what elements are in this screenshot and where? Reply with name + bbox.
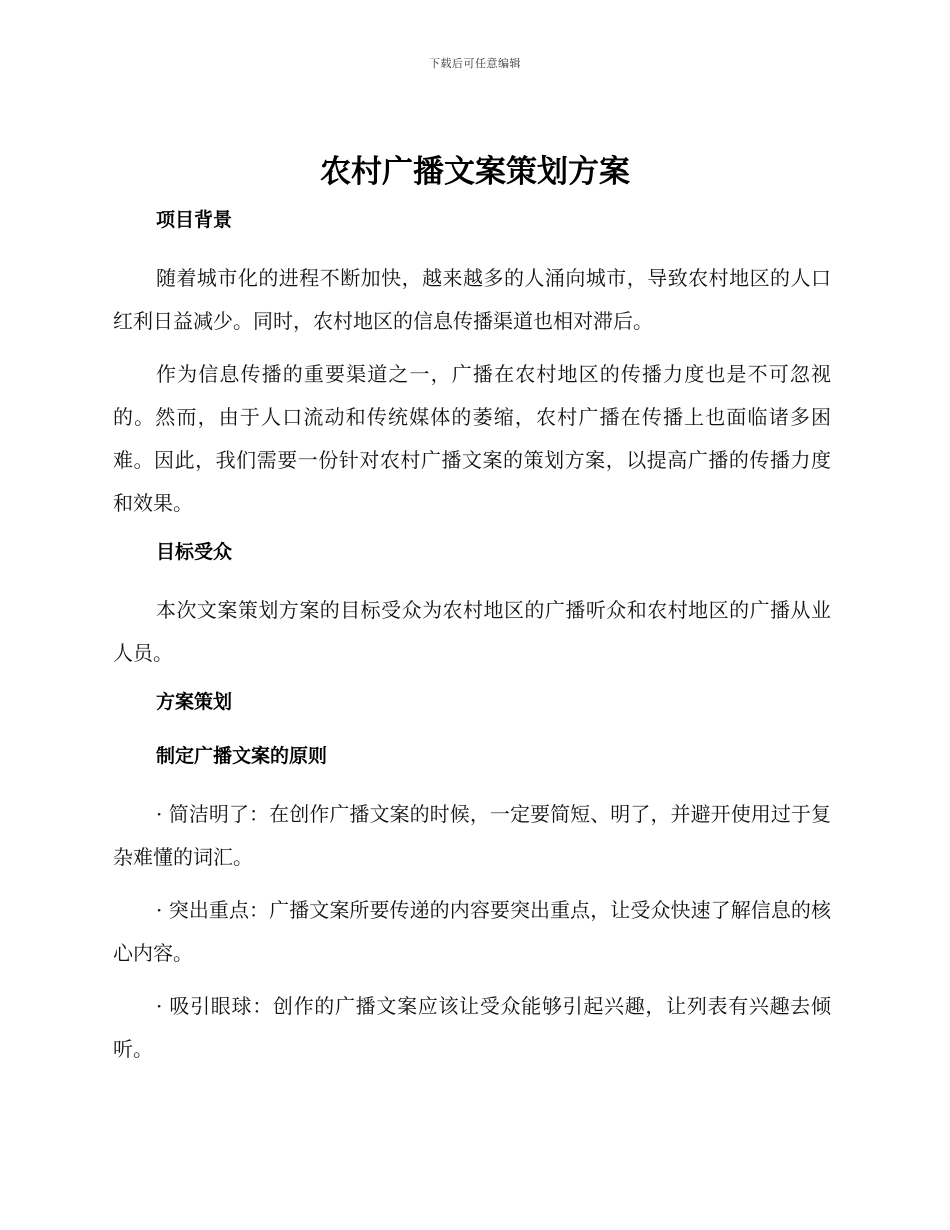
section-heading-plan: 方案策划 — [156, 691, 233, 713]
list-item: · 吸引眼球：创作的广播文案应该让受众能够引起兴趣，让列表有兴趣去倾听。 — [113, 994, 831, 1061]
document-body — [113, 203, 831, 1081]
section-heading-audience: 目标受众 — [156, 541, 233, 563]
document-title: 农村广播文案策划方案 — [320, 154, 630, 190]
header-note: 下载后可任意编辑 — [429, 57, 521, 70]
section-heading-background: 项目背景 — [156, 209, 233, 231]
list-item: · 简洁明了：在创作广播文案的时候，一定要简短、明了，并避开使用过于复杂难懂的词汇。 — [113, 802, 831, 869]
paragraph: 作为信息传播的重要渠道之一，广播在农村地区的传播力度也是不可忽视的。然而，由于人口流动和传统媒体的萎缩，农村广播在传播上也面临诸多困难。因此，我们需要一份针对农村广播文案的策划方案，以提高广播的传播力度和效果。 — [113, 362, 831, 515]
paragraph: 随着城市化的进程不断加快，越来越多的人涌向城市，导致农村地区的人口红利日益减少。同时，农村地区的信息传播渠道也相对滞后。 — [113, 266, 831, 333]
paragraph: 本次文案策划方案的目标受众为农村地区的广播听众和农村地区的广播从业人员。 — [113, 598, 831, 665]
section-heading-principles: 制定广播文案的原则 — [156, 745, 328, 767]
list-item: · 突出重点：广播文案所要传递的内容要突出重点，让受众快速了解信息的核心内容。 — [113, 898, 831, 965]
